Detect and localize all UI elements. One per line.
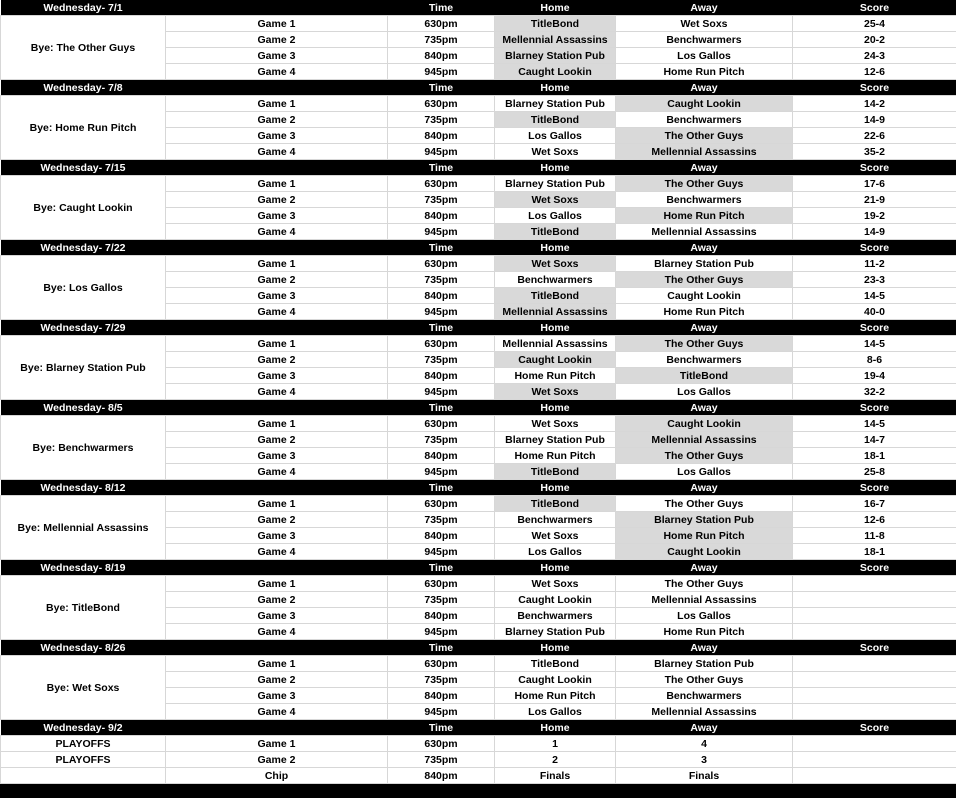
game-row (1, 496, 956, 512)
game-score: 12-6 (793, 512, 956, 528)
game-score (793, 624, 956, 640)
week-date: Wednesday- 9/2 (1, 720, 166, 736)
game-time: 735pm (388, 752, 495, 768)
game-number: Game 2 (166, 192, 388, 208)
away-seed: Finals (616, 768, 793, 784)
header-blank (166, 240, 388, 256)
game-number: Game 3 (166, 128, 388, 144)
away-team: Home Run Pitch (616, 624, 793, 640)
bye-team: Bye: Los Gallos (1, 256, 166, 320)
week-header-row (1, 240, 956, 256)
score-header: Score (793, 240, 956, 256)
away-team: Benchwarmers (616, 112, 793, 128)
game-time: 735pm (388, 432, 495, 448)
home-header: Home (495, 640, 616, 656)
game-time: 735pm (388, 592, 495, 608)
game-time: 840pm (388, 208, 495, 224)
game-row (1, 576, 956, 592)
score-header: Score (793, 640, 956, 656)
away-team: The Other Guys (616, 272, 793, 288)
game-score: 23-3 (793, 272, 956, 288)
game-number: Game 2 (166, 672, 388, 688)
week-header-row (1, 80, 956, 96)
away-team: Los Gallos (616, 384, 793, 400)
game-row (1, 16, 956, 32)
game-number: Game 1 (166, 496, 388, 512)
game-number: Game 4 (166, 64, 388, 80)
game-score: 21-9 (793, 192, 956, 208)
score-header: Score (793, 720, 956, 736)
game-score: 14-5 (793, 416, 956, 432)
game-score: 24-3 (793, 48, 956, 64)
home-team: Benchwarmers (495, 272, 616, 288)
game-score (793, 656, 956, 672)
game-time: 945pm (388, 304, 495, 320)
game-time: 735pm (388, 672, 495, 688)
home-header: Home (495, 320, 616, 336)
game-score (793, 768, 956, 784)
week-header-row (1, 400, 956, 416)
home-team: Los Gallos (495, 704, 616, 720)
home-team: Mellennial Assassins (495, 304, 616, 320)
home-team: Blarney Station Pub (495, 48, 616, 64)
away-header: Away (616, 640, 793, 656)
week-date: Wednesday- 7/29 (1, 320, 166, 336)
game-number: Game 3 (166, 368, 388, 384)
game-number: Game 2 (166, 512, 388, 528)
game-number: Game 2 (166, 432, 388, 448)
game-row (1, 96, 956, 112)
game-number: Game 2 (166, 752, 388, 768)
game-score: 40-0 (793, 304, 956, 320)
home-team: Wet Soxs (495, 384, 616, 400)
game-score (793, 576, 956, 592)
game-score: 8-6 (793, 352, 956, 368)
away-team: Home Run Pitch (616, 64, 793, 80)
game-time: 840pm (388, 368, 495, 384)
home-team: Caught Lookin (495, 352, 616, 368)
game-score: 32-2 (793, 384, 956, 400)
playoff-row (1, 736, 956, 752)
time-header: Time (388, 640, 495, 656)
game-score: 35-2 (793, 144, 956, 160)
home-header: Home (495, 560, 616, 576)
home-team: TitleBond (495, 112, 616, 128)
week-date: Wednesday- 8/26 (1, 640, 166, 656)
game-number: Game 1 (166, 576, 388, 592)
home-team: Caught Lookin (495, 672, 616, 688)
playoff-label: PLAYOFFS (1, 736, 166, 752)
week-date: Wednesday- 8/12 (1, 480, 166, 496)
game-score: 14-5 (793, 288, 956, 304)
game-score: 11-8 (793, 528, 956, 544)
game-row (1, 656, 956, 672)
game-time: 945pm (388, 224, 495, 240)
home-team: Wet Soxs (495, 256, 616, 272)
game-number: Game 1 (166, 256, 388, 272)
home-team: Wet Soxs (495, 144, 616, 160)
header-blank (166, 640, 388, 656)
game-time: 840pm (388, 48, 495, 64)
home-team: Benchwarmers (495, 512, 616, 528)
away-team: Benchwarmers (616, 32, 793, 48)
game-score (793, 592, 956, 608)
game-time: 630pm (388, 496, 495, 512)
game-time: 630pm (388, 16, 495, 32)
game-score: 14-7 (793, 432, 956, 448)
time-header: Time (388, 400, 495, 416)
game-score (793, 688, 956, 704)
away-team: Los Gallos (616, 48, 793, 64)
week-date: Wednesday- 7/8 (1, 80, 166, 96)
game-number: Game 4 (166, 144, 388, 160)
home-header: Home (495, 0, 616, 16)
score-header: Score (793, 560, 956, 576)
home-header: Home (495, 240, 616, 256)
away-team: Caught Lookin (616, 96, 793, 112)
game-time: 840pm (388, 128, 495, 144)
home-team: Wet Soxs (495, 576, 616, 592)
header-blank (166, 0, 388, 16)
home-team: Home Run Pitch (495, 368, 616, 384)
week-date: Wednesday- 8/5 (1, 400, 166, 416)
home-header: Home (495, 720, 616, 736)
away-header: Away (616, 80, 793, 96)
game-time: 945pm (388, 64, 495, 80)
game-score: 22-6 (793, 128, 956, 144)
away-team: Blarney Station Pub (616, 256, 793, 272)
away-team: The Other Guys (616, 336, 793, 352)
game-time: 945pm (388, 544, 495, 560)
away-team: The Other Guys (616, 448, 793, 464)
home-team: Caught Lookin (495, 592, 616, 608)
game-number: Game 1 (166, 736, 388, 752)
bye-team: Bye: Mellennial Assassins (1, 496, 166, 560)
game-time: 735pm (388, 112, 495, 128)
home-header: Home (495, 160, 616, 176)
score-header: Score (793, 400, 956, 416)
time-header: Time (388, 560, 495, 576)
game-number: Game 1 (166, 96, 388, 112)
game-score (793, 608, 956, 624)
game-time: 630pm (388, 416, 495, 432)
home-team: Wet Soxs (495, 528, 616, 544)
time-header: Time (388, 0, 495, 16)
game-number: Chip (166, 768, 388, 784)
away-header: Away (616, 400, 793, 416)
home-team: TitleBond (495, 16, 616, 32)
away-team: Los Gallos (616, 608, 793, 624)
week-date: Wednesday- 7/1 (1, 0, 166, 16)
game-score: 19-2 (793, 208, 956, 224)
score-header: Score (793, 320, 956, 336)
home-team: Wet Soxs (495, 416, 616, 432)
header-blank (166, 480, 388, 496)
bye-team: Bye: The Other Guys (1, 16, 166, 80)
game-number: Game 2 (166, 272, 388, 288)
away-team: Caught Lookin (616, 288, 793, 304)
game-time: 840pm (388, 528, 495, 544)
game-row (1, 416, 956, 432)
away-team: Home Run Pitch (616, 208, 793, 224)
game-score: 14-9 (793, 224, 956, 240)
game-row (1, 336, 956, 352)
game-score: 25-8 (793, 464, 956, 480)
game-number: Game 3 (166, 528, 388, 544)
game-time: 735pm (388, 512, 495, 528)
time-header: Time (388, 720, 495, 736)
game-time: 840pm (388, 448, 495, 464)
away-team: Blarney Station Pub (616, 656, 793, 672)
week-header-row (1, 480, 956, 496)
game-score: 16-7 (793, 496, 956, 512)
playoff-label: PLAYOFFS (1, 752, 166, 768)
game-number: Game 4 (166, 464, 388, 480)
game-time: 630pm (388, 736, 495, 752)
game-time: 945pm (388, 464, 495, 480)
home-team: Home Run Pitch (495, 448, 616, 464)
week-date: Wednesday- 7/22 (1, 240, 166, 256)
away-team: Mellennial Assassins (616, 704, 793, 720)
game-number: Game 2 (166, 592, 388, 608)
home-team: Los Gallos (495, 208, 616, 224)
game-number: Game 1 (166, 16, 388, 32)
game-number: Game 3 (166, 608, 388, 624)
home-team: TitleBond (495, 288, 616, 304)
game-number: Game 3 (166, 688, 388, 704)
score-header: Score (793, 160, 956, 176)
game-time: 630pm (388, 96, 495, 112)
game-number: Game 2 (166, 32, 388, 48)
home-team: Benchwarmers (495, 608, 616, 624)
bye-team: Bye: Home Run Pitch (1, 96, 166, 160)
away-team: The Other Guys (616, 128, 793, 144)
home-seed: 2 (495, 752, 616, 768)
week-header-row (1, 640, 956, 656)
header-blank (166, 720, 388, 736)
header-blank (166, 80, 388, 96)
away-header: Away (616, 240, 793, 256)
game-number: Game 2 (166, 112, 388, 128)
week-header-row (1, 0, 956, 16)
game-score (793, 736, 956, 752)
game-time: 630pm (388, 256, 495, 272)
away-team: Wet Soxs (616, 16, 793, 32)
game-score: 12-6 (793, 64, 956, 80)
bye-team: Bye: Caught Lookin (1, 176, 166, 240)
game-score: 25-4 (793, 16, 956, 32)
time-header: Time (388, 80, 495, 96)
game-score (793, 752, 956, 768)
away-team: Home Run Pitch (616, 528, 793, 544)
game-time: 945pm (388, 144, 495, 160)
home-team: TitleBond (495, 496, 616, 512)
footer-bar (0, 784, 956, 798)
game-number: Game 1 (166, 176, 388, 192)
bye-team: Bye: Blarney Station Pub (1, 336, 166, 400)
playoff-label (1, 768, 166, 784)
home-seed: Finals (495, 768, 616, 784)
game-time: 735pm (388, 192, 495, 208)
game-number: Game 3 (166, 448, 388, 464)
game-score: 14-5 (793, 336, 956, 352)
away-team: Home Run Pitch (616, 304, 793, 320)
home-team: Los Gallos (495, 128, 616, 144)
away-seed: 3 (616, 752, 793, 768)
game-number: Game 4 (166, 304, 388, 320)
away-team: Benchwarmers (616, 192, 793, 208)
home-header: Home (495, 480, 616, 496)
home-team: Blarney Station Pub (495, 176, 616, 192)
away-team: Mellennial Assassins (616, 432, 793, 448)
game-number: Game 4 (166, 704, 388, 720)
score-header: Score (793, 0, 956, 16)
away-header: Away (616, 0, 793, 16)
home-team: TitleBond (495, 224, 616, 240)
game-number: Game 3 (166, 208, 388, 224)
game-score: 14-2 (793, 96, 956, 112)
game-number: Game 2 (166, 352, 388, 368)
score-header: Score (793, 80, 956, 96)
game-time: 840pm (388, 688, 495, 704)
game-score (793, 704, 956, 720)
game-score (793, 672, 956, 688)
home-team: TitleBond (495, 656, 616, 672)
home-team: Wet Soxs (495, 192, 616, 208)
away-team: Benchwarmers (616, 688, 793, 704)
game-score: 17-6 (793, 176, 956, 192)
game-score: 11-2 (793, 256, 956, 272)
away-team: Mellennial Assassins (616, 592, 793, 608)
away-header: Away (616, 480, 793, 496)
game-time: 630pm (388, 336, 495, 352)
game-time: 945pm (388, 624, 495, 640)
game-number: Game 4 (166, 384, 388, 400)
week-header-row (1, 720, 956, 736)
bye-team: Bye: TitleBond (1, 576, 166, 640)
game-time: 945pm (388, 384, 495, 400)
time-header: Time (388, 320, 495, 336)
away-team: TitleBond (616, 368, 793, 384)
game-score: 19-4 (793, 368, 956, 384)
home-team: Blarney Station Pub (495, 624, 616, 640)
week-header-row (1, 560, 956, 576)
away-header: Away (616, 720, 793, 736)
game-row (1, 176, 956, 192)
game-number: Game 3 (166, 288, 388, 304)
away-team: The Other Guys (616, 672, 793, 688)
game-number: Game 4 (166, 224, 388, 240)
away-header: Away (616, 560, 793, 576)
away-team: Mellennial Assassins (616, 224, 793, 240)
away-team: The Other Guys (616, 576, 793, 592)
header-blank (166, 320, 388, 336)
game-score: 14-9 (793, 112, 956, 128)
game-number: Game 1 (166, 656, 388, 672)
game-time: 840pm (388, 288, 495, 304)
game-number: Game 3 (166, 48, 388, 64)
away-header: Away (616, 160, 793, 176)
time-header: Time (388, 160, 495, 176)
game-number: Game 4 (166, 544, 388, 560)
home-team: Los Gallos (495, 544, 616, 560)
home-team: Caught Lookin (495, 64, 616, 80)
game-score: 18-1 (793, 544, 956, 560)
game-time: 735pm (388, 352, 495, 368)
away-team: Blarney Station Pub (616, 512, 793, 528)
bye-team: Bye: Benchwarmers (1, 416, 166, 480)
game-time: 735pm (388, 32, 495, 48)
game-time: 945pm (388, 704, 495, 720)
away-seed: 4 (616, 736, 793, 752)
away-team: Mellennial Assassins (616, 144, 793, 160)
playoff-row (1, 752, 956, 768)
game-time: 735pm (388, 272, 495, 288)
game-score: 18-1 (793, 448, 956, 464)
game-score: 20-2 (793, 32, 956, 48)
time-header: Time (388, 480, 495, 496)
week-header-row (1, 320, 956, 336)
game-time: 840pm (388, 768, 495, 784)
home-team: Mellennial Assassins (495, 336, 616, 352)
week-date: Wednesday- 8/19 (1, 560, 166, 576)
away-team: Caught Lookin (616, 416, 793, 432)
week-date: Wednesday- 7/15 (1, 160, 166, 176)
header-blank (166, 400, 388, 416)
game-time: 630pm (388, 176, 495, 192)
away-team: Benchwarmers (616, 352, 793, 368)
game-time: 630pm (388, 656, 495, 672)
home-header: Home (495, 80, 616, 96)
home-seed: 1 (495, 736, 616, 752)
header-blank (166, 560, 388, 576)
game-number: Game 4 (166, 624, 388, 640)
home-team: Home Run Pitch (495, 688, 616, 704)
game-time: 630pm (388, 576, 495, 592)
home-team: Blarney Station Pub (495, 432, 616, 448)
away-team: Caught Lookin (616, 544, 793, 560)
header-blank (166, 160, 388, 176)
away-team: The Other Guys (616, 496, 793, 512)
score-header: Score (793, 480, 956, 496)
home-team: Blarney Station Pub (495, 96, 616, 112)
time-header: Time (388, 240, 495, 256)
game-number: Game 1 (166, 416, 388, 432)
game-row (1, 256, 956, 272)
playoff-row (1, 768, 956, 784)
week-header-row (1, 160, 956, 176)
game-time: 840pm (388, 608, 495, 624)
home-header: Home (495, 400, 616, 416)
bye-team: Bye: Wet Soxs (1, 656, 166, 720)
home-team: Mellennial Assassins (495, 32, 616, 48)
game-number: Game 1 (166, 336, 388, 352)
away-team: The Other Guys (616, 176, 793, 192)
away-team: Los Gallos (616, 464, 793, 480)
away-header: Away (616, 320, 793, 336)
schedule-body (1, 0, 956, 784)
home-team: TitleBond (495, 464, 616, 480)
